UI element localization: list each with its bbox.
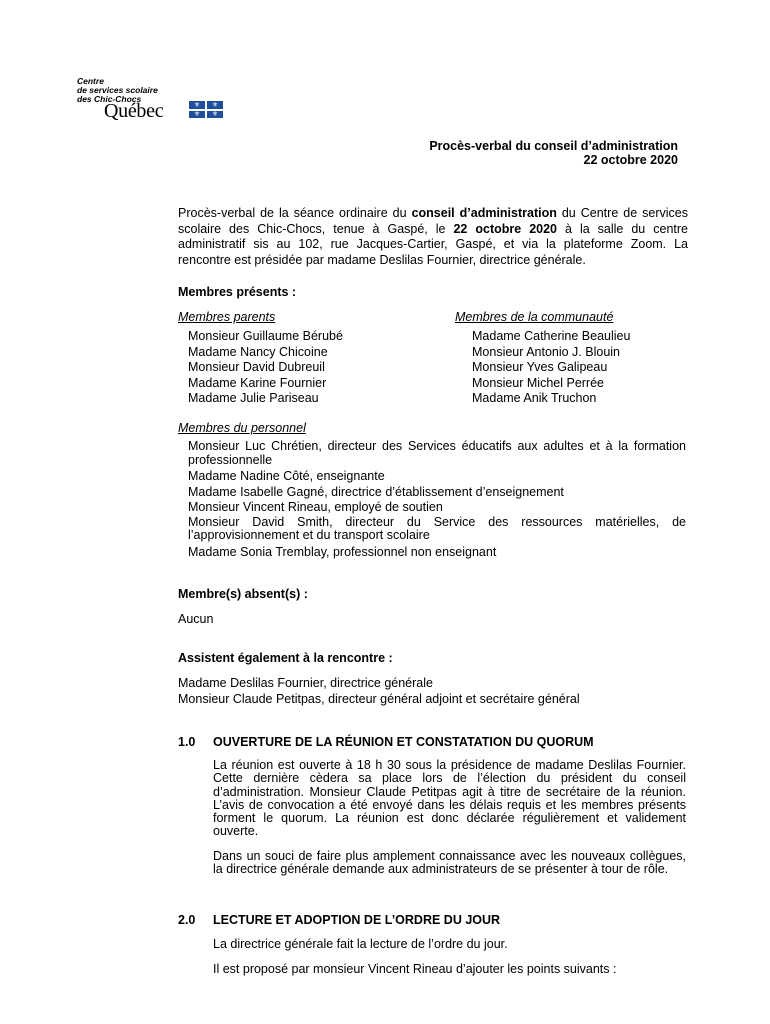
- logo-org-line-2: de services scolaire: [77, 85, 158, 95]
- section-paragraph: Il est proposé par monsieur Vincent Rineau d’ajouter les points suivants :: [213, 962, 617, 976]
- list-item: Monsieur Yves Galipeau: [472, 360, 608, 375]
- list-item: Madame Isabelle Gagné, directrice d’établissement d’enseignement: [188, 484, 564, 499]
- list-item: Madame Julie Pariseau: [188, 391, 319, 406]
- parents-subheading: Membres parents: [178, 310, 276, 324]
- section-title: LECTURE ET ADOPTION DE L’ORDRE DU JOUR: [213, 913, 501, 927]
- list-item: Madame Nadine Côté, enseignante: [188, 469, 385, 483]
- attending-list: [178, 676, 580, 707]
- list-item: Madame Deslilas Fournier, directrice générale: [178, 676, 433, 690]
- logo-quebec-wordmark: Québec: [104, 100, 164, 122]
- section-paragraph: Dans un souci de faire plus amplement connaissance avec les nouveaux collègues, la directrice générale demande aux administrateurs de se présenter à tour de rôle.: [213, 849, 686, 877]
- list-item: Monsieur Luc Chrétien, directeur des Services éducatifs aux adultes et à la formation professionnelle: [188, 439, 686, 467]
- staff-subheading: Membres du personnel: [178, 421, 306, 435]
- section-number: 1.0: [178, 735, 196, 749]
- quebec-flag-icon: [189, 101, 223, 118]
- list-item: Madame Catherine Beaulieu: [472, 329, 631, 343]
- section-title: OUVERTURE DE LA RÉUNION ET CONSTATATION DU QUORUM: [213, 735, 594, 749]
- list-item: Monsieur Antonio J. Blouin: [472, 344, 621, 359]
- list-item: Madame Sonia Tremblay, professionnel non enseignant: [188, 544, 497, 559]
- organization-logo: [77, 77, 237, 123]
- attending-heading: Assistent également à la rencontre :: [178, 651, 393, 665]
- list-item: Monsieur Michel Perrée: [472, 375, 604, 390]
- fleur-de-lis-icon: ⚜: [193, 101, 201, 109]
- list-item: Monsieur Guillaume Bérubé: [188, 329, 343, 343]
- document-title-line-1: Procès-verbal du conseil d’administration: [429, 139, 678, 153]
- parents-list: [188, 329, 343, 407]
- community-list: [472, 329, 630, 407]
- intro-text-2: du Centre de services scolaire des Chic-Chocs, tenue à Gaspé, le: [178, 206, 688, 236]
- community-subheading: Membres de la communauté: [455, 310, 614, 324]
- absent-value: Aucun: [178, 612, 214, 626]
- logo-org-line-3: des Chic-Chocs: [77, 94, 142, 104]
- intro-bold-board: conseil d’administration: [411, 206, 557, 220]
- absent-heading: Membre(s) absent(s) :: [178, 587, 308, 601]
- logo-org-line-1: Centre: [77, 76, 104, 86]
- section-number: 2.0: [178, 913, 196, 927]
- list-item: Monsieur Claude Petitpas, directeur général adjoint et secrétaire général: [178, 691, 580, 706]
- list-item: Monsieur David Smith, directeur du Service des ressources matérielles, de l’approvisionnement et du transport scolaire: [188, 514, 686, 543]
- list-item: Monsieur David Dubreuil: [188, 360, 325, 375]
- fleur-de-lis-icon: ⚜: [211, 110, 219, 118]
- intro-paragraph: [178, 206, 688, 268]
- list-item: Madame Nancy Chicoine: [188, 344, 328, 359]
- list-item: Madame Anik Truchon: [472, 391, 597, 406]
- document-title: [429, 139, 678, 167]
- list-item: Madame Karine Fournier: [188, 375, 327, 390]
- document-date: 22 octobre 2020: [583, 153, 678, 167]
- members-present-heading: Membres présents :: [178, 285, 297, 299]
- intro-text-3: à la salle du centre administratif sis au 102, rue Jacques-Cartier, Gaspé, et via la plateforme Zoom. La rencontre est présidée par madame Deslilas Fournier, directrice générale.: [178, 221, 688, 267]
- intro-bold-date: 22 octobre 2020: [453, 221, 558, 236]
- fleur-de-lis-icon: ⚜: [193, 110, 201, 118]
- section-paragraph: La directrice générale fait la lecture de l’ordre du jour.: [213, 937, 508, 951]
- section-paragraph: La réunion est ouverte à 18 h 30 sous la présidence de madame Deslilas Fournier. Cette dernière cèdera sa place lors de l’élection du président du conseil d’administration. Monsieur Claude Petitpas agit à titre de secrétaire de la réunion. L’avis de convocation a été envoyé dans les délais requis et les membres présents forment le quorum. La réunion est donc déclarée régulièrement et validement ouverte.: [213, 758, 686, 839]
- intro-text-1: Procès-verbal de la séance ordinaire du: [178, 206, 412, 220]
- fleur-de-lis-icon: ⚜: [211, 101, 219, 109]
- staff-list: [188, 440, 686, 560]
- list-item: Monsieur Vincent Rineau, employé de soutien: [188, 500, 443, 515]
